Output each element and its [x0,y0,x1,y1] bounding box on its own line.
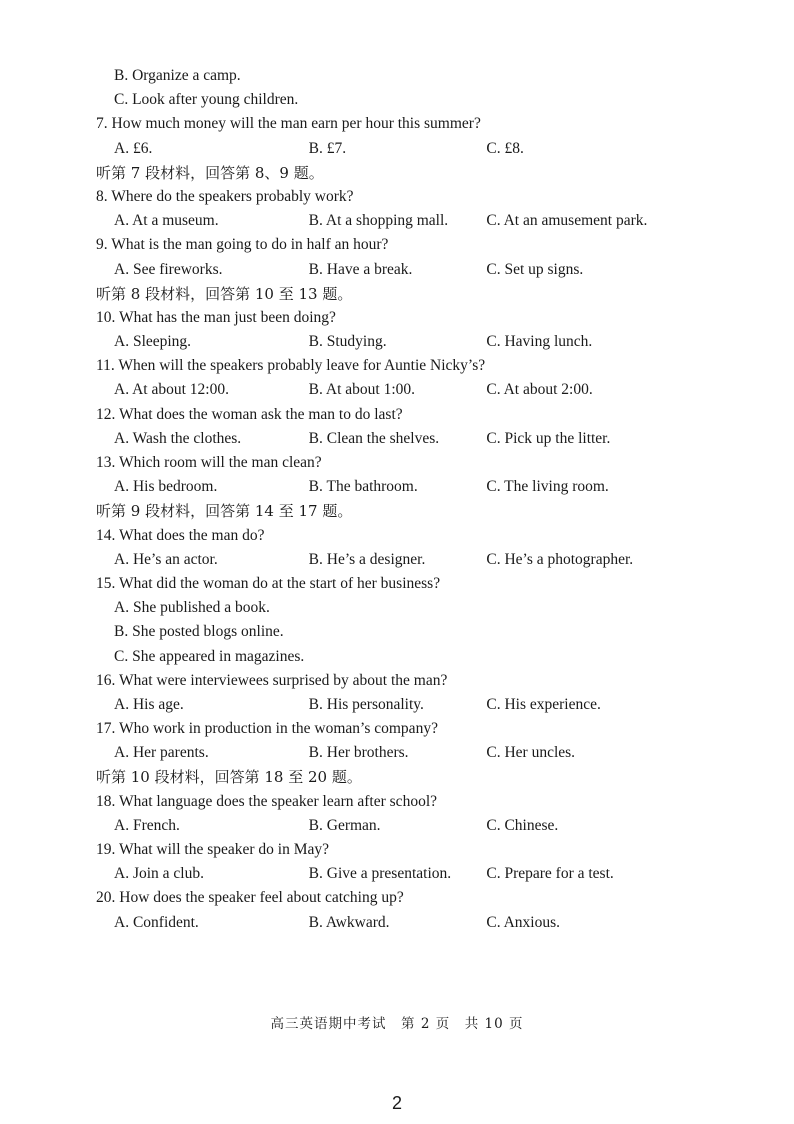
section-instruction: 听第 10 段材料，回答第 18 至 20 题。 [96,768,362,787]
option-c: C. He’s a photographer. [486,550,634,568]
option-row [96,911,716,935]
option-line: B. Organize a camp. [114,67,241,84]
question-text: 8. Where do the speakers probably work? [96,187,354,205]
option-a: A. See fireworks. [114,260,223,278]
section-instruction: 听第 8 段材料，回答第 10 至 13 题。 [96,284,353,303]
option-a: A. He’s an actor. [114,550,218,568]
option-c: C. £8. [486,139,524,157]
option-row [96,548,716,572]
option-row [96,427,716,451]
option-line: C. Look after young children. [114,91,299,109]
option-b: B. Give a presentation. [308,865,452,883]
option-a: A. Join a club. [114,865,204,883]
option-c: C. Chinese. [486,816,559,834]
option-a: A. Sleeping. [114,333,192,351]
question-text: 10. What has the man just been doing? [96,308,336,326]
option-c: C. Anxious. [486,913,561,931]
question-text: 13. Which room will the man clean? [96,454,322,471]
option-b: B. Her brothers. [308,744,409,762]
question-text: 14. What does the man do? [96,526,265,544]
question-list [96,64,716,935]
page-number: 2 [391,1093,402,1113]
option-a: A. Wash the clothes. [114,429,242,447]
option-b: B. Clean the shelves. [308,429,440,447]
option-c: C. His experience. [486,695,601,713]
option-row [96,137,716,161]
option-b: B. Awkward. [308,913,390,931]
option-a: A. Confident. [114,913,199,931]
option-b: B. His personality. [308,695,424,713]
option-line: C. She appeared in magazines. [114,647,305,665]
section-instruction: 听第 9 段材料，回答第 14 至 17 题。 [96,502,353,521]
option-a: A. French. [114,816,180,834]
option-c: C. At an amusement park. [486,212,648,230]
option-b: B. At a shopping mall. [308,212,449,230]
option-b: B. Studying. [308,333,387,351]
option-row [96,862,716,886]
option-a: A. His age. [114,695,184,713]
option-b: B. Have a break. [308,260,413,278]
option-b: B. He’s a designer. [308,550,426,568]
option-a: A. His bedroom. [114,478,218,496]
question-text: 9. What is the man going to do in half an hour? [96,236,389,254]
option-a: A. Her parents. [114,744,209,762]
option-line: A. She published a book. [114,599,270,617]
option-c: C. Set up signs. [486,260,584,278]
question-text: 18. What language does the speaker learn after school? [96,792,437,810]
question-text: 19. What will the speaker do in May? [96,841,330,858]
question-text: 7. How much money will the man earn per hour this summer? [96,115,481,133]
page-footer: 高三英语期中考试 第 2 页 共 10 页 [270,1016,524,1032]
section-instruction: 听第 7 段材料，回答第 8、9 题。 [96,163,324,182]
option-c: C. Having lunch. [486,333,593,351]
question-text: 16. What were interviewees surprised by about the man? [96,671,448,689]
question-text: 15. What did the woman do at the start of her business? [96,574,441,592]
option-b: B. £7. [308,139,347,157]
option-c: C. Prepare for a test. [486,865,614,883]
option-a: A. £6. [114,139,153,157]
option-row [96,378,716,402]
option-row [96,693,716,717]
option-row [96,814,716,838]
question-text: 20. How does the speaker feel about catching up? [96,889,404,907]
option-b: B. German. [308,816,381,834]
option-row [96,741,716,765]
option-row [96,330,716,354]
question-text: 11. When will the speakers probably leave for Auntie Nicky’s? [96,357,486,375]
option-row [96,209,716,233]
option-c: C. The living room. [486,478,609,496]
option-a: A. At a museum. [114,212,219,230]
option-c: C. At about 2:00. [486,381,593,399]
option-a: A. At about 12:00. [114,381,229,399]
option-c: C. Pick up the litter. [486,429,611,447]
question-text: 17. Who work in production in the woman’s company? [96,720,438,738]
option-b: B. The bathroom. [308,478,418,496]
option-b: B. At about 1:00. [308,381,416,399]
question-text: 12. What does the woman ask the man to do last? [96,405,403,423]
option-line: B. She posted blogs online. [114,623,284,641]
option-c: C. Her uncles. [486,744,576,762]
option-row [96,258,716,282]
option-row [96,475,716,499]
